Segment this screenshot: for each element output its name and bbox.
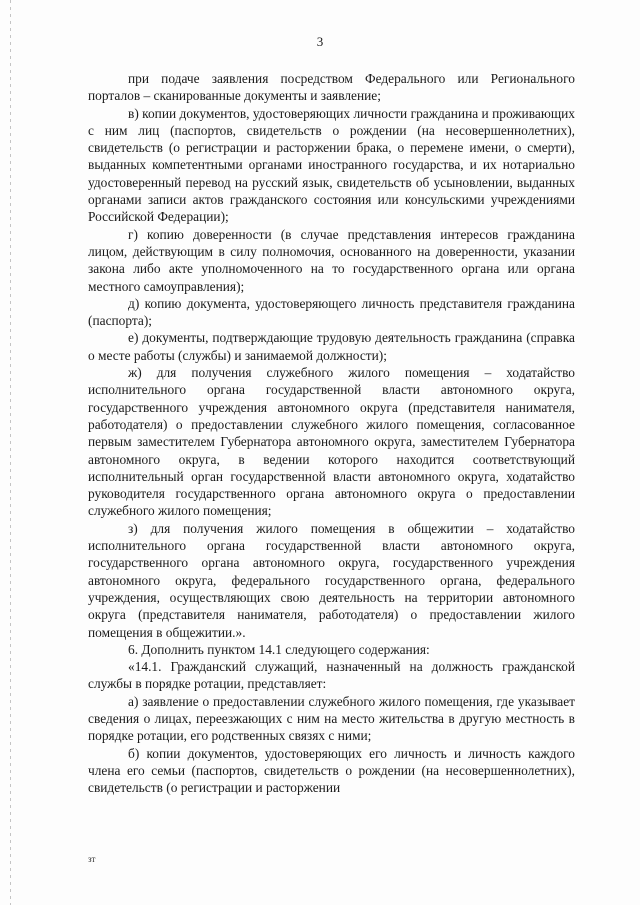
page-number: 3 — [316, 34, 324, 49]
paragraph-14-1: «14.1. Гражданский служащий, назначенный на должность гражданской службы в порядке ротации, представляет: — [88, 659, 575, 692]
document-body — [88, 70, 575, 796]
paragraph-point-6: 6. Дополнить пунктом 14.1 следующего содержания: — [128, 641, 430, 657]
paragraph-item-g: г) копию доверенности (в случае представления интересов гражданина лицом, действующим в силу полномочия, основанного на доверенности, указании закона либо акте уполномоченного на то государственного органа или органа местного самоуправления); — [88, 226, 575, 294]
paragraph-item-b: б) копии документов, удостоверяющих его личность и личность каждого члена его семьи (паспортов, свидетельств о рождении (на несовершеннолетних), свидетельств (о регистрации и расторжении — [88, 745, 575, 796]
paragraph-portal-submission: при подаче заявления посредством Федерального или Регионального порталов – сканированные документы и заявление; — [88, 71, 575, 104]
paragraph-item-zh: ж) для получения служебного жилого помещения – ходатайство исполнительного органа государственной власти автономного округа, государственного учреждения автономного округа (представителя нанимателя, работодателя) о предоставлении служебного жилого помещения, согласованное первым заместителем Губернатора автономного округа, заместителем Губернатора автономного округа, в ведении которого находится соответствующий исполнительный орган государственной власти автономного округа, ходатайство руководителя государственного органа автономного округа о предоставлении служебного жилого помещения; — [88, 365, 575, 519]
paragraph-item-v: в) копии документов, удостоверяющих личности гражданина и проживающих с ним лиц (паспортов, свидетельств о рождении (на несовершеннолетних), свидетельств (о регистрации и расторжении брака, о перемене имени, о смерти), выданных компетентными органами иностранного государства, и их нотариально удостоверенный перевод на русский язык, свидетельств об усыновлении, выданных органами записи актов гражданского состояния или консульскими учреждениями Российской Федерации); — [88, 105, 575, 225]
footer-mark: зт — [88, 854, 96, 864]
scan-edge-mark — [10, 0, 11, 905]
paragraph-item-a: а) заявление о предоставлении служебного жилого помещения, где указывает сведения о лицах, переезжающих с ним на место жительства в другую местность в порядке ротации, его родственных связях с ними; — [88, 693, 575, 744]
paragraph-item-d: д) копию документа, удостоверяющего личность представителя гражданина (паспорта); — [88, 295, 575, 329]
paragraph-item-z: з) для получения жилого помещения в общежитии – ходатайство исполнительного органа государственной власти автономного округа, государственного органа автономного округа, государственного учреждения автономного округа, федерального государственного органа, федерального учреждения, осуществляющих свою деятельность на территории автономного округа (представителя нанимателя, работодателя) о предоставлении жилого помещения в общежитии.». — [88, 520, 575, 640]
paragraph-item-e: е) документы, подтверждающие трудовую деятельность гражданина (справка о месте работы (службы) и занимаемой должности); — [88, 330, 575, 363]
